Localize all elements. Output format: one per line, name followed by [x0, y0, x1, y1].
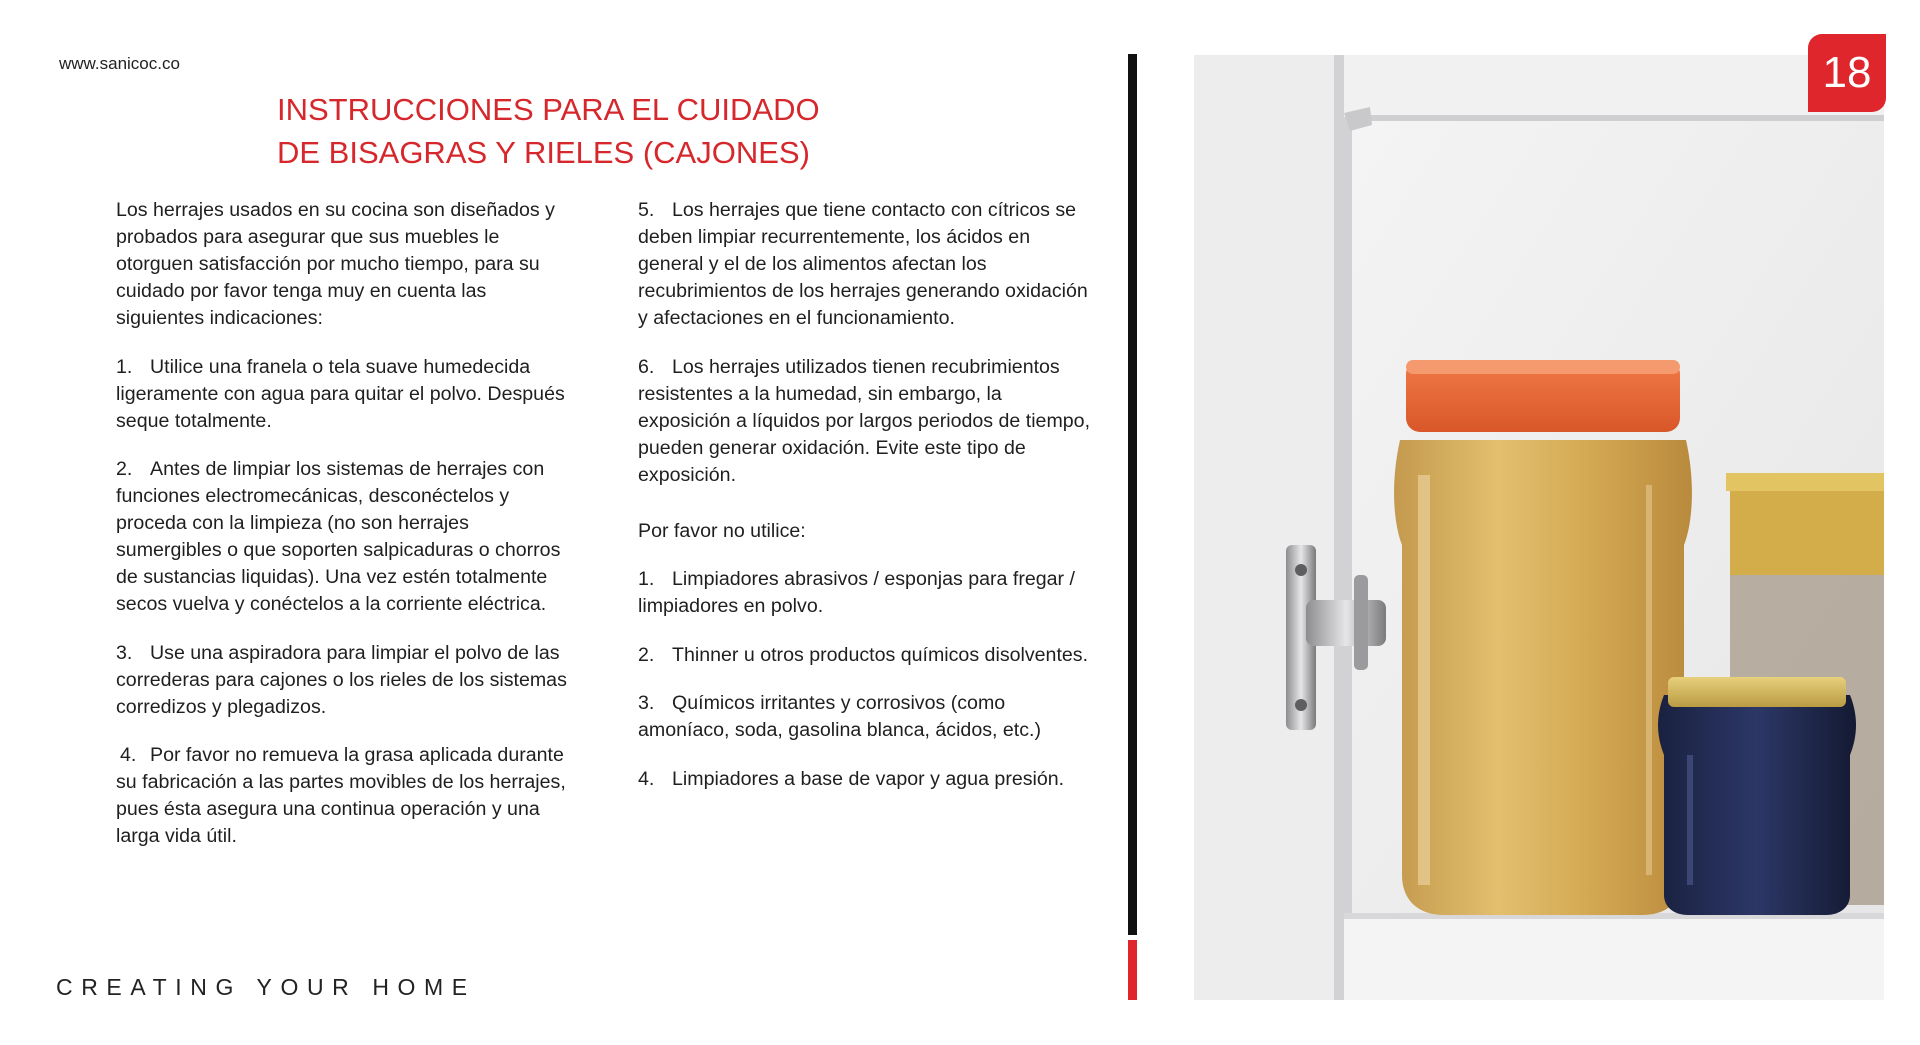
instruction-number: 3. — [116, 641, 133, 664]
footer-tagline: CREATING YOUR HOME — [56, 974, 476, 1000]
site-url[interactable]: www.sanicoc.co — [59, 54, 180, 73]
page-title — [277, 88, 820, 174]
instruction-text: Los herrajes utilizados tienen recubrimientos resistentes a la humedad, sin embargo, la exposición a líquidos por largos periodos de tiempo, pueden generar oxidación. Evite este tipo de exposición. — [638, 355, 1091, 486]
instruction-item-1 — [116, 354, 571, 435]
instruction-item-6 — [638, 354, 1093, 489]
instruction-text: Por favor no remueva la grasa aplicada durante su fabricación a las partes movibles de los herrajes, pues ésta asegura una continua operación y una larga vida útil. — [116, 744, 566, 847]
left-column — [116, 197, 571, 872]
instruction-item-5 — [638, 197, 1093, 332]
avoid-heading: Por favor no utilice: — [638, 519, 806, 542]
instruction-item-3 — [116, 640, 571, 721]
divider-accent — [1128, 940, 1137, 1000]
instruction-item-2 — [116, 456, 571, 618]
instruction-number: 2. — [116, 458, 133, 480]
avoid-number: 3. — [638, 692, 655, 714]
shelf-top — [1344, 55, 1884, 117]
page-title-line-2: DE BISAGRAS Y RIELES (CAJONES) — [277, 135, 810, 170]
avoid-text: Limpiadores abrasivos / esponjas para fregar / limpiadores en polvo. — [638, 568, 1075, 617]
divider-bar — [1128, 54, 1137, 935]
avoid-text: Thinner u otros productos químicos disolventes. — [672, 643, 1089, 666]
avoid-item-4 — [638, 766, 1093, 793]
cabinet-door-edge — [1194, 55, 1344, 1000]
instruction-number: 6. — [638, 355, 655, 378]
cabinet-shelf — [1344, 917, 1884, 1000]
instruction-text: Los herrajes que tiene contacto con cítricos se deben limpiar recurrentemente, los ácidos en general y el de los alimentos afectan los recubrimientos de los herrajes generando oxidación y afectaciones en el funcionamiento. — [638, 199, 1088, 329]
avoid-number: 1. — [638, 568, 655, 590]
instruction-number: 1. — [116, 355, 133, 378]
cabinet-photo — [1194, 55, 1884, 1000]
navy-jar — [1658, 677, 1856, 915]
avoid-item-1 — [638, 566, 1093, 620]
page-number-badge: 18 — [1808, 34, 1886, 112]
instruction-text: Antes de limpiar los sistemas de herrajes con funciones electromecánicas, desconéctelos y proceda con la limpieza (no son herrajes sumergibles o que soporten salpicaduras o chorros de sustancias liquidas). Una vez estén totalmente secos vuelva y conéctelos a la corriente eléctrica. — [116, 458, 561, 615]
instruction-text: Utilice una franela o tela suave humedecida ligeramente con agua para quitar el polvo. Después seque totalmente. — [116, 355, 565, 432]
avoid-number: 2. — [638, 643, 655, 666]
instruction-number: 5. — [638, 199, 655, 221]
avoid-item-3 — [638, 690, 1093, 744]
page-title-line-1: INSTRUCCIONES PARA EL CUIDADO — [277, 92, 820, 127]
avoid-item-2 — [638, 642, 1093, 669]
instruction-item-4 — [116, 742, 571, 850]
right-column — [638, 197, 1093, 814]
avoid-text: Químicos irritantes y corrosivos (como amoníaco, soda, gasolina blanca, ácidos, etc.) — [638, 692, 1042, 741]
avoid-number: 4. — [638, 767, 655, 790]
pasta-jar — [1394, 360, 1692, 915]
instruction-number: 4. — [120, 744, 137, 766]
intro-paragraph: Los herrajes usados en su cocina son diseñados y probados para asegurar que sus muebles le otorguen satisfacción por mucho tiempo, para su cuidado por favor tenga muy en cuenta las siguientes indicaciones: — [116, 199, 555, 329]
avoid-text: Limpiadores a base de vapor y agua presión. — [672, 767, 1065, 790]
instruction-text: Use una aspiradora para limpiar el polvo de las correderas para cajones o los rieles de los sistemas corredizos y plegadizos. — [116, 641, 567, 718]
